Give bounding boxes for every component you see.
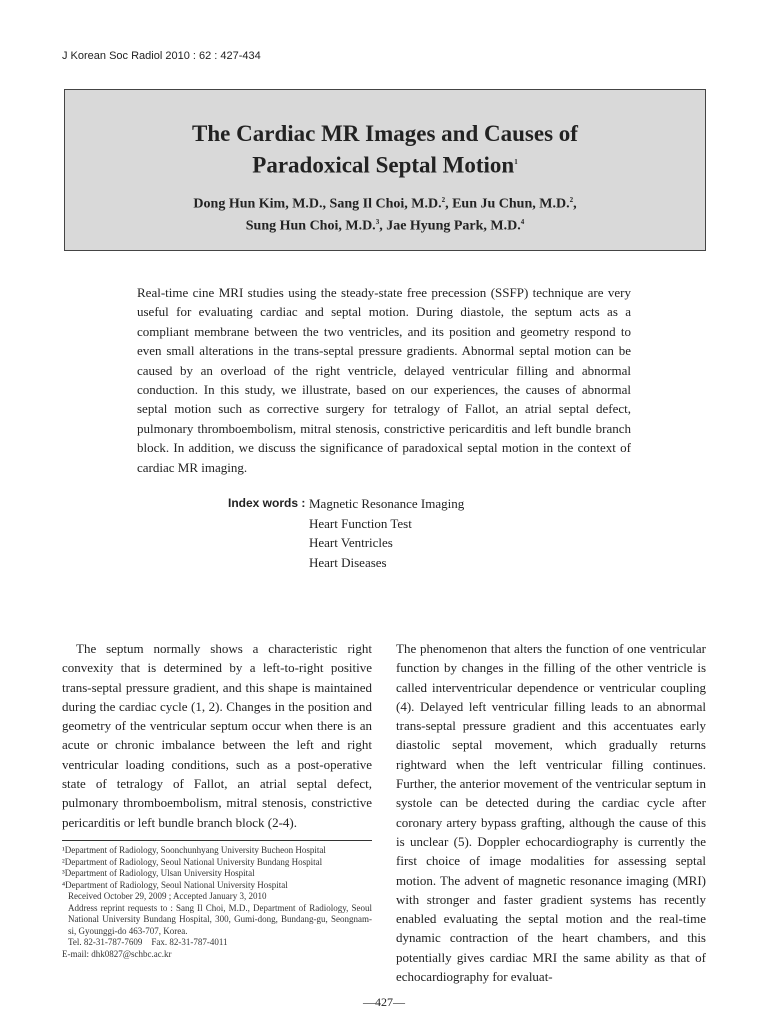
body-column-left: The septum normally shows a characteristic right convexity that is determined by a left-to-right positive trans-septal pressure gradient, and this shape is maintained during the cardiac cycle (1, 2). Changes in the position and geometry of the ventricular septum occur when there is an acute or chronic imbalance between the left and right ventricular loading conditions, such as a post-operative state of tetralogy of Fallot, an atrial septal defect, pulmonary thromboembolism, mitral stenosis, constrictive pericarditis or left bundle branch block (2-4). (62, 641, 372, 830)
affiliation-footnote: ⁴Department of Radiology, Seoul National University Hospital (62, 879, 288, 890)
abstract: Real-time cine MRI studies using the steady-state free precession (SSFP) technique are very useful for evaluating cardiac and septal motion. During diastole, the septum acts as a compliant membrane between the two ventricles, and its position and geometry respond to even small alterations in the trans-septal pressure gradients. Abnormal septal motion can be caused by an overload of the right ventricle, delayed ventricular filling and abnormal conduction. In this study, we illustrate, based on our experiences, the causes of abnormal septal motion such as corrective surgery for tetralogy of Fallot, an atrial septal defect, pulmonary thromboembolism, mitral stenosis, constrictive pericarditis and left bundle branch block. In addition, we discuss the significance of paradoxical septal motion in the context of cardiac MR imaging. (137, 285, 631, 475)
author-3: , Eun Ju Chun, M.D. (445, 196, 570, 212)
index-words-label: Index words : (228, 496, 306, 510)
reprint-address: Address reprint requests to : Sang Il Choi, M.D., Department of Radiology, Seoul National University Bundang Hospital, 300, Gumi-dong, Bundang-gu, Seongnam-si, Gyounggi-do 463-707, Korea. (68, 902, 372, 936)
journal-citation: J Korean Soc Radiol 2010 : 62 : 427-434 (62, 50, 261, 62)
received-dates: Received October 29, 2009 ; Accepted January 3, 2010 (68, 891, 267, 901)
index-words-list (309, 494, 464, 573)
contact-email: E-mail: dhk0827@schbc.ac.kr (62, 948, 172, 959)
page-number: —427— (363, 995, 405, 1009)
affiliation-footnote: ²Department of Radiology, Seoul National University Bundang Hospital (62, 856, 323, 867)
author-mark: 2 (569, 195, 574, 204)
index-term: Magnetic Resonance Imaging (309, 496, 465, 511)
article-title (65, 119, 705, 180)
author-1-2: Dong Hun Kim, M.D., Sang Il Choi, M.D. (193, 196, 442, 212)
author-5: , Jae Hyung Park, M.D. (379, 218, 521, 234)
footnotes (62, 845, 372, 960)
index-term: Heart Ventricles (309, 535, 393, 551)
author-separator: , (573, 196, 577, 212)
body-column-right: The phenomenon that alters the function of one ventricular function by changes in the filling of the other ventricle is called interventricular dependence or ventricular coupling (4). Delayed left ventricular filling leads to an abnormal trans-septal pressure gradient and this accentuates early diastolic septal movement, which gradually returns rightward when the left ventricular filling continues. Further, the anterior movement of the ventricular septum in systole can be detected during the cardiac cycle after coronary artery bypass grafting, although the cause of this is unclear (5). Doppler echocardiography is currently the first choice of image modalities for assessing septal motion. The advent of magnetic resonance imaging (MRI) with stronger and faster gradient systems has recently enabled evaluating the septal motion and the real-time dynamic contraction of the heart chambers, and this potentially gives cardiac MRI the same ability as that of echocardiography for evaluat- (396, 641, 706, 985)
affiliation-footnote: ³Department of Radiology, Ulsan University Hospital (62, 868, 255, 878)
title-block (64, 89, 706, 251)
affiliation-footnote: ¹Department of Radiology, Soonchunhyang University Bucheon Hospital (62, 845, 326, 855)
title-line-1: The Cardiac MR Images and Causes of (192, 121, 578, 146)
index-term: Heart Diseases (309, 555, 387, 571)
index-term: Heart Function Test (309, 515, 412, 531)
author-mark: 2 (441, 195, 446, 204)
author-list (65, 191, 705, 236)
author-mark: 4 (520, 218, 525, 227)
title-line-2: Paradoxical Septal Motion (252, 152, 515, 178)
contact-phone-fax: Tel. 82-31-787-7609 Fax. 82-31-787-4011 (68, 937, 228, 947)
footnote-divider (62, 840, 372, 841)
author-mark: 3 (375, 218, 380, 227)
title-affiliation-mark: 1 (514, 158, 518, 166)
author-4: Sung Hun Choi, M.D. (245, 218, 376, 234)
